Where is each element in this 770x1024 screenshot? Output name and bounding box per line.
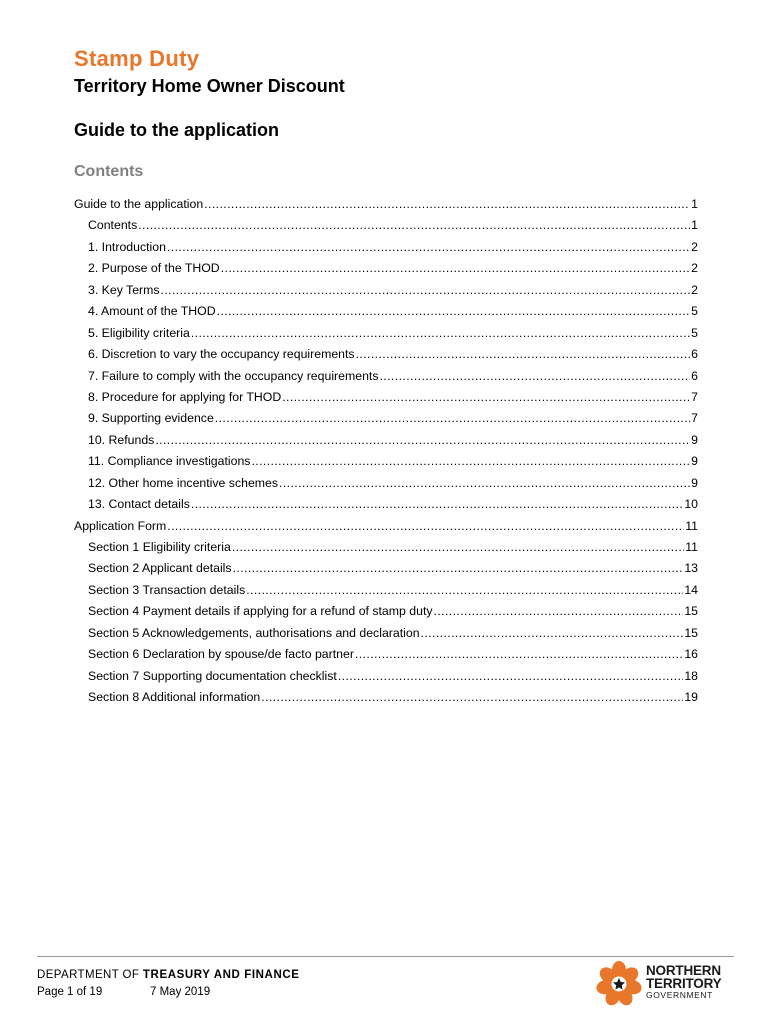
toc-entry[interactable] (74, 280, 698, 301)
toc-entry-page: 14 (684, 582, 698, 597)
toc-entry-label: Section 7 Supporting documentation checklist (88, 668, 337, 683)
footer-page-info: Page 1 of 19 (37, 986, 103, 998)
toc-entry-label: 1. Introduction (88, 239, 166, 254)
logo-line-northern: NORTHERN (646, 963, 721, 978)
toc-entry[interactable] (74, 215, 698, 236)
toc-entry[interactable] (74, 344, 698, 365)
toc-entry-label: 11. Compliance investigations (88, 454, 251, 469)
toc-entry-page: 5 (691, 304, 698, 319)
toc-dot-leader (191, 323, 690, 344)
toc-dot-leader (221, 258, 690, 279)
toc-entry-page: 7 (691, 389, 698, 404)
toc-dot-leader (356, 344, 691, 365)
toc-dot-leader (282, 387, 690, 408)
toc-entry-label: 13. Contact details (88, 497, 190, 512)
logo-wordmark (646, 964, 721, 1001)
toc-entry[interactable] (74, 473, 698, 494)
footer-department (37, 969, 300, 981)
toc-entry[interactable] (74, 623, 698, 644)
toc-dot-leader (246, 580, 683, 601)
toc-dot-leader (204, 194, 690, 215)
toc-entry-label: 10. Refunds (88, 432, 155, 447)
toc-dot-leader (217, 301, 691, 322)
nt-government-logo (594, 960, 740, 1008)
toc-entry-label: 8. Procedure for applying for THOD (88, 389, 282, 404)
toc-entry-label: Section 1 Eligibility criteria (88, 540, 231, 554)
toc-dot-leader (251, 451, 690, 472)
toc-entry-page: 2 (691, 282, 698, 297)
toc-entry-page: 6 (691, 368, 698, 383)
toc-entry-label: Section 2 Applicant details (88, 561, 232, 576)
toc-entry-page: 15 (684, 625, 698, 640)
toc-entry-page: 11 (685, 540, 698, 554)
toc-entry-label: Section 5 Acknowledgements, authorisations and declaration (88, 625, 420, 640)
toc-entry-page: 1 (691, 197, 698, 211)
toc-entry-page: 13 (684, 561, 698, 576)
toc-entry[interactable] (74, 258, 698, 279)
toc-dot-leader (167, 516, 684, 537)
toc-dot-leader (279, 473, 690, 494)
toc-entry[interactable] (74, 408, 698, 429)
footer-date: 7 May 2019 (150, 986, 211, 998)
toc-dot-leader (161, 280, 691, 301)
toc-entry-page: 2 (691, 239, 698, 254)
toc-entry-page: 19 (684, 690, 698, 705)
footer-divider (37, 956, 734, 957)
toc-entry-label: Application Form (74, 518, 167, 533)
toc-entry-page: 1 (691, 218, 698, 233)
toc-entry-page: 16 (684, 647, 698, 662)
contents-heading: Contents (74, 163, 144, 180)
toc-entry[interactable] (74, 430, 698, 451)
toc-entry[interactable] (74, 387, 698, 408)
toc-dot-leader (233, 558, 684, 579)
toc-entry-label: Contents (88, 218, 138, 233)
toc-dot-leader (338, 666, 683, 687)
toc-dot-leader (434, 601, 684, 622)
toc-entry-label: 4. Amount of the THOD (88, 304, 216, 319)
toc-entry-label: Section 3 Transaction details (88, 582, 246, 597)
toc-entry[interactable] (74, 687, 698, 708)
toc-entry[interactable] (74, 601, 698, 622)
toc-entry-label: 2. Purpose of the THOD (88, 261, 220, 276)
toc-entry[interactable] (74, 194, 698, 215)
toc-entry[interactable] (74, 666, 698, 687)
toc-dot-leader (191, 494, 683, 515)
toc-entry-page: 7 (691, 411, 698, 426)
toc-entry[interactable] (74, 237, 698, 258)
toc-entry[interactable] (74, 323, 698, 344)
footer-dept-prefix: DEPARTMENT OF (37, 969, 143, 981)
toc-entry-page: 10 (684, 497, 698, 512)
toc-entry-label: Guide to the application (74, 197, 204, 211)
toc-entry[interactable] (74, 558, 698, 579)
toc-dot-leader (215, 408, 690, 429)
document-title: Stamp Duty (74, 46, 200, 71)
table-of-contents (74, 194, 698, 709)
toc-entry-label: 12. Other home incentive schemes (88, 475, 279, 490)
toc-entry-label: 5. Eligibility criteria (88, 325, 190, 340)
toc-entry-page: 9 (691, 475, 698, 490)
toc-entry[interactable] (74, 644, 698, 665)
toc-entry-page: 5 (691, 325, 698, 340)
toc-entry[interactable] (74, 494, 698, 515)
toc-entry[interactable] (74, 537, 698, 558)
toc-entry[interactable] (74, 451, 698, 472)
toc-entry-page: 9 (691, 454, 698, 469)
toc-entry-page: 18 (684, 668, 698, 683)
toc-dot-leader (232, 537, 684, 558)
toc-entry-page: 9 (691, 432, 698, 447)
toc-entry-label: Section 8 Additional information (88, 690, 261, 705)
toc-entry-page: 2 (691, 261, 698, 276)
toc-entry-label: 6. Discretion to vary the occupancy requirements (88, 347, 355, 362)
toc-entry-label: Section 6 Declaration by spouse/de facto partner (88, 647, 354, 662)
guide-heading: Guide to the application (74, 120, 280, 140)
toc-dot-leader (421, 623, 684, 644)
toc-entry-label: Section 4 Payment details if applying for a refund of stamp duty (88, 604, 433, 619)
toc-entry[interactable] (74, 580, 698, 601)
toc-dot-leader (355, 644, 683, 665)
desert-rose-icon (594, 960, 644, 1008)
footer-dept-name: TREASURY AND FINANCE (142, 969, 300, 981)
logo-line-territory: TERRITORY (646, 976, 722, 991)
toc-entry-label: 7. Failure to comply with the occupancy requirements (88, 368, 379, 383)
toc-entry[interactable] (74, 366, 698, 387)
toc-entry-label: 3. Key Terms (88, 282, 160, 297)
toc-dot-leader (155, 430, 690, 451)
toc-entry[interactable] (74, 301, 698, 322)
toc-entry[interactable] (74, 516, 698, 537)
toc-dot-leader (379, 366, 690, 387)
toc-dot-leader (138, 215, 690, 236)
toc-dot-leader (261, 687, 683, 708)
toc-entry-page: 11 (685, 518, 698, 533)
document-subtitle: Territory Home Owner Discount (74, 76, 345, 96)
toc-entry-page: 6 (691, 347, 698, 362)
toc-entry-page: 15 (684, 604, 698, 619)
toc-dot-leader (167, 237, 690, 258)
logo-line-government: GOVERNMENT (646, 990, 713, 1000)
toc-entry-label: 9. Supporting evidence (88, 411, 214, 426)
